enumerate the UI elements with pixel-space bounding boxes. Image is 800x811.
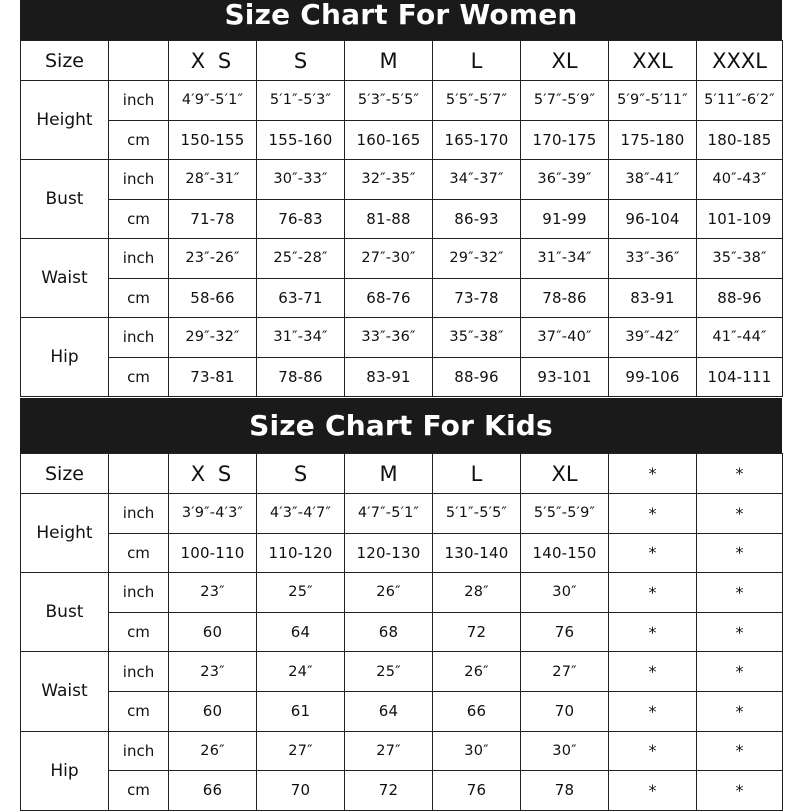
- kids-measurement-row: [21, 771, 783, 811]
- kids-value-cell: 4′3″-4′7″: [257, 494, 345, 534]
- women-value-cell: 155-160: [257, 120, 345, 160]
- kids-size-header-cell: *: [609, 454, 697, 494]
- women-value-cell: 73-78: [433, 278, 521, 318]
- women-value-cell: 39″-42″: [609, 318, 697, 358]
- women-value-cell: 99-106: [609, 357, 697, 397]
- women-value-cell: 175-180: [609, 120, 697, 160]
- kids-unit-label: inch: [109, 494, 169, 534]
- kids-unit-label: cm: [109, 771, 169, 811]
- kids-value-cell: *: [609, 691, 697, 731]
- kids-measurement-label: Waist: [21, 652, 109, 731]
- women-measurement-row: [21, 120, 783, 160]
- kids-value-cell: *: [609, 652, 697, 692]
- women-unit-label: inch: [109, 160, 169, 200]
- kids-measurement-row: [21, 612, 783, 652]
- kids-value-cell: *: [697, 731, 783, 771]
- women-size-label: Size: [21, 41, 109, 81]
- kids-value-cell: 61: [257, 691, 345, 731]
- women-measurement-label: Height: [21, 81, 109, 160]
- women-value-cell: 23″-26″: [169, 239, 257, 279]
- kids-unit-label: cm: [109, 612, 169, 652]
- women-unit-label: cm: [109, 120, 169, 160]
- women-value-cell: 29″-32″: [169, 318, 257, 358]
- women-size-header-row: [21, 41, 783, 81]
- kids-value-cell: 5′1″-5′5″: [433, 494, 521, 534]
- women-value-cell: 104-111: [697, 357, 783, 397]
- kids-value-cell: 23″: [169, 573, 257, 613]
- kids-value-cell: 60: [169, 612, 257, 652]
- kids-unit-label: inch: [109, 573, 169, 613]
- women-value-cell: 33″-36″: [609, 239, 697, 279]
- women-unit-label: inch: [109, 239, 169, 279]
- women-value-cell: 36″-39″: [521, 160, 609, 200]
- kids-size-header-cell: M: [345, 454, 433, 494]
- kids-value-cell: 120-130: [345, 533, 433, 573]
- kids-value-cell: 27″: [521, 652, 609, 692]
- kids-size-chart: [20, 398, 782, 811]
- women-measurement-label: Bust: [21, 160, 109, 239]
- kids-value-cell: 30″: [521, 573, 609, 613]
- kids-value-cell: 30″: [433, 731, 521, 771]
- women-unit-label: cm: [109, 199, 169, 239]
- women-value-cell: 63-71: [257, 278, 345, 318]
- kids-value-cell: 100-110: [169, 533, 257, 573]
- kids-value-cell: *: [609, 612, 697, 652]
- women-value-cell: 88-96: [697, 278, 783, 318]
- women-value-cell: 58-66: [169, 278, 257, 318]
- kids-value-cell: 66: [169, 771, 257, 811]
- women-value-cell: 71-78: [169, 199, 257, 239]
- women-measurement-row: [21, 239, 783, 279]
- women-size-header-cell: M: [345, 41, 433, 81]
- kids-measurement-row: [21, 691, 783, 731]
- women-chart-title: Size Chart For Women: [224, 0, 578, 31]
- women-value-cell: 93-101: [521, 357, 609, 397]
- kids-unit-header-blank: [109, 454, 169, 494]
- women-value-cell: 30″-33″: [257, 160, 345, 200]
- kids-measurement-label: Bust: [21, 573, 109, 652]
- women-value-cell: 78-86: [521, 278, 609, 318]
- kids-value-cell: 72: [345, 771, 433, 811]
- women-value-cell: 5′3″-5′5″: [345, 81, 433, 121]
- kids-value-cell: 110-120: [257, 533, 345, 573]
- women-value-cell: 38″-41″: [609, 160, 697, 200]
- women-value-cell: 29″-32″: [433, 239, 521, 279]
- kids-value-cell: *: [609, 494, 697, 534]
- kids-value-cell: *: [697, 652, 783, 692]
- kids-value-cell: *: [609, 771, 697, 811]
- women-value-cell: 5′5″-5′7″: [433, 81, 521, 121]
- kids-value-cell: 26″: [345, 573, 433, 613]
- kids-size-header-cell: L: [433, 454, 521, 494]
- kids-chart-title-banner: [20, 398, 782, 453]
- women-measurement-row: [21, 278, 783, 318]
- kids-size-header-row: [21, 454, 783, 494]
- kids-value-cell: 70: [521, 691, 609, 731]
- kids-value-cell: 64: [257, 612, 345, 652]
- kids-value-cell: *: [609, 573, 697, 613]
- women-unit-header-blank: [109, 41, 169, 81]
- women-value-cell: 150-155: [169, 120, 257, 160]
- kids-chart-title: Size Chart For Kids: [249, 409, 553, 442]
- kids-value-cell: 5′5″-5′9″: [521, 494, 609, 534]
- kids-value-cell: 70: [257, 771, 345, 811]
- kids-measurement-row: [21, 533, 783, 573]
- women-measurement-row: [21, 357, 783, 397]
- kids-measurement-row: [21, 573, 783, 613]
- kids-measurement-label: Height: [21, 494, 109, 573]
- women-value-cell: 35″-38″: [697, 239, 783, 279]
- kids-value-cell: 76: [433, 771, 521, 811]
- kids-value-cell: 25″: [257, 573, 345, 613]
- kids-measurement-row: [21, 731, 783, 771]
- women-unit-label: cm: [109, 357, 169, 397]
- women-measurement-row: [21, 81, 783, 121]
- women-value-cell: 86-93: [433, 199, 521, 239]
- women-value-cell: 83-91: [609, 278, 697, 318]
- kids-value-cell: *: [609, 533, 697, 573]
- kids-value-cell: 130-140: [433, 533, 521, 573]
- kids-value-cell: *: [697, 533, 783, 573]
- women-measurement-row: [21, 160, 783, 200]
- kids-unit-label: inch: [109, 652, 169, 692]
- women-measurement-row: [21, 318, 783, 358]
- kids-value-cell: 140-150: [521, 533, 609, 573]
- kids-value-cell: 72: [433, 612, 521, 652]
- kids-size-table: [20, 453, 783, 811]
- women-value-cell: 81-88: [345, 199, 433, 239]
- women-value-cell: 91-99: [521, 199, 609, 239]
- kids-value-cell: 25″: [345, 652, 433, 692]
- kids-size-header-cell: *: [697, 454, 783, 494]
- kids-value-cell: 76: [521, 612, 609, 652]
- kids-value-cell: 26″: [169, 731, 257, 771]
- women-size-header-cell: XXL: [609, 41, 697, 81]
- women-unit-label: inch: [109, 81, 169, 121]
- women-value-cell: 41″-44″: [697, 318, 783, 358]
- women-size-header-cell: S: [257, 41, 345, 81]
- women-value-cell: 5′7″-5′9″: [521, 81, 609, 121]
- women-measurement-row: [21, 199, 783, 239]
- kids-size-header-cell: X S: [169, 454, 257, 494]
- women-value-cell: 5′11″-6′2″: [697, 81, 783, 121]
- kids-value-cell: 66: [433, 691, 521, 731]
- women-size-header-cell: XXXL: [697, 41, 783, 81]
- women-value-cell: 5′9″-5′11″: [609, 81, 697, 121]
- kids-size-header-cell: S: [257, 454, 345, 494]
- kids-value-cell: 27″: [345, 731, 433, 771]
- women-value-cell: 170-175: [521, 120, 609, 160]
- kids-value-cell: *: [697, 691, 783, 731]
- kids-value-cell: 23″: [169, 652, 257, 692]
- women-measurement-label: Hip: [21, 318, 109, 397]
- kids-value-cell: *: [697, 573, 783, 613]
- kids-unit-label: inch: [109, 731, 169, 771]
- women-unit-label: cm: [109, 278, 169, 318]
- women-value-cell: 76-83: [257, 199, 345, 239]
- kids-value-cell: 30″: [521, 731, 609, 771]
- women-value-cell: 4′9″-5′1″: [169, 81, 257, 121]
- women-measurement-label: Waist: [21, 239, 109, 318]
- women-value-cell: 33″-36″: [345, 318, 433, 358]
- women-unit-label: inch: [109, 318, 169, 358]
- kids-value-cell: *: [697, 494, 783, 534]
- women-value-cell: 180-185: [697, 120, 783, 160]
- kids-size-header-cell: XL: [521, 454, 609, 494]
- kids-measurement-label: Hip: [21, 731, 109, 810]
- kids-value-cell: 78: [521, 771, 609, 811]
- kids-value-cell: *: [609, 731, 697, 771]
- women-value-cell: 96-104: [609, 199, 697, 239]
- women-value-cell: 34″-37″: [433, 160, 521, 200]
- kids-value-cell: *: [697, 771, 783, 811]
- kids-value-cell: 28″: [433, 573, 521, 613]
- kids-value-cell: 26″: [433, 652, 521, 692]
- women-value-cell: 28″-31″: [169, 160, 257, 200]
- women-value-cell: 35″-38″: [433, 318, 521, 358]
- women-value-cell: 160-165: [345, 120, 433, 160]
- women-size-chart: [20, 0, 782, 397]
- women-value-cell: 165-170: [433, 120, 521, 160]
- women-size-table: [20, 40, 783, 397]
- women-value-cell: 83-91: [345, 357, 433, 397]
- kids-size-label: Size: [21, 454, 109, 494]
- women-value-cell: 88-96: [433, 357, 521, 397]
- women-size-header-cell: L: [433, 41, 521, 81]
- women-value-cell: 73-81: [169, 357, 257, 397]
- kids-unit-label: cm: [109, 533, 169, 573]
- kids-value-cell: *: [697, 612, 783, 652]
- women-value-cell: 31″-34″: [257, 318, 345, 358]
- kids-unit-label: cm: [109, 691, 169, 731]
- women-value-cell: 5′1″-5′3″: [257, 81, 345, 121]
- kids-value-cell: 60: [169, 691, 257, 731]
- kids-value-cell: 4′7″-5′1″: [345, 494, 433, 534]
- women-value-cell: 27″-30″: [345, 239, 433, 279]
- women-value-cell: 37″-40″: [521, 318, 609, 358]
- women-value-cell: 31″-34″: [521, 239, 609, 279]
- kids-value-cell: 64: [345, 691, 433, 731]
- women-value-cell: 78-86: [257, 357, 345, 397]
- women-size-header-cell: XL: [521, 41, 609, 81]
- women-value-cell: 40″-43″: [697, 160, 783, 200]
- women-value-cell: 32″-35″: [345, 160, 433, 200]
- women-size-header-cell: X S: [169, 41, 257, 81]
- women-value-cell: 25″-28″: [257, 239, 345, 279]
- women-value-cell: 68-76: [345, 278, 433, 318]
- kids-value-cell: 27″: [257, 731, 345, 771]
- women-chart-title-banner: [20, 0, 782, 40]
- women-value-cell: 101-109: [697, 199, 783, 239]
- kids-measurement-row: [21, 652, 783, 692]
- kids-value-cell: 3′9″-4′3″: [169, 494, 257, 534]
- kids-measurement-row: [21, 494, 783, 534]
- kids-value-cell: 68: [345, 612, 433, 652]
- kids-value-cell: 24″: [257, 652, 345, 692]
